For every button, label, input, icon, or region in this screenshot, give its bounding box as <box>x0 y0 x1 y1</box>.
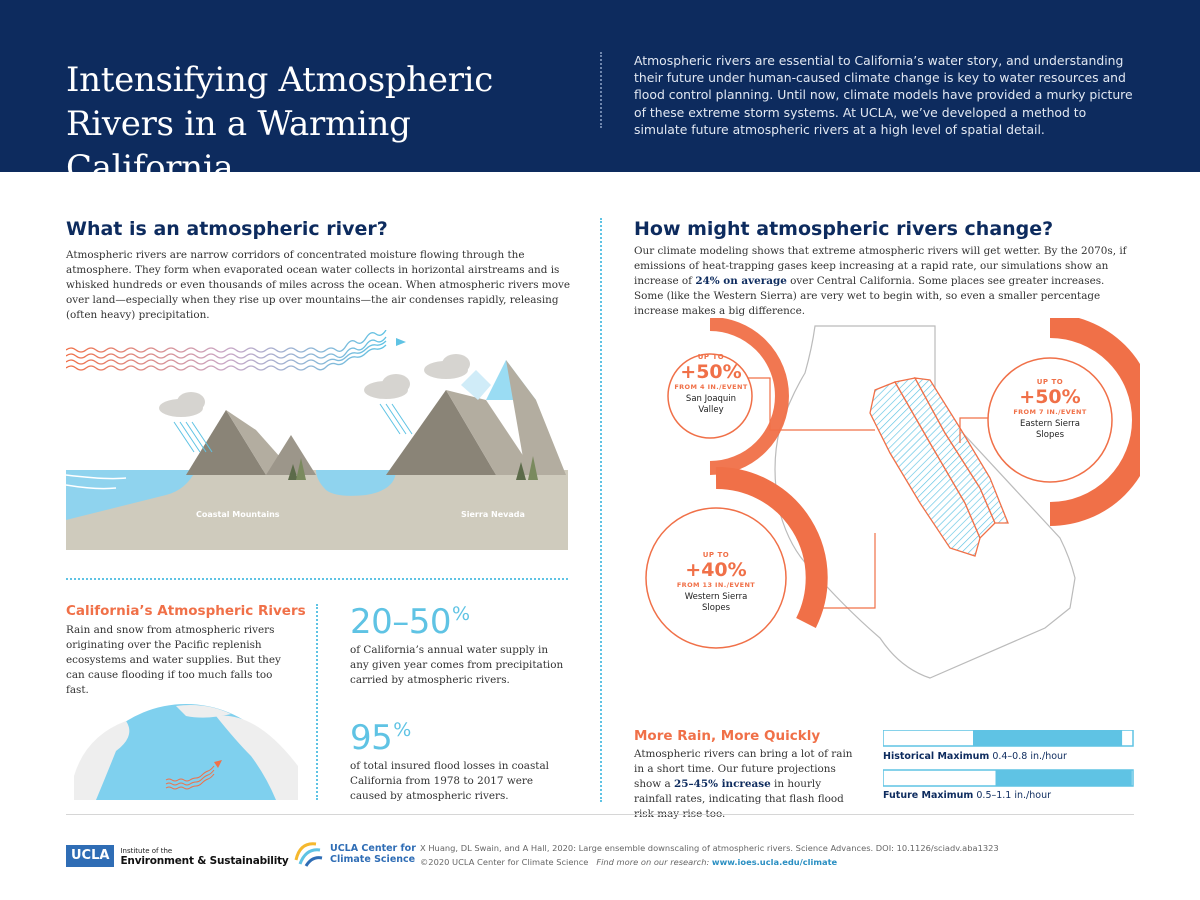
future-bar-fill <box>996 770 1132 786</box>
river-waves <box>66 330 386 370</box>
ioes-logo[interactable] <box>66 845 289 867</box>
stat-flood-losses-text: of total insured flood losses in coastal California from 1978 to 2017 were caused by atmospheric rivers. <box>350 760 549 802</box>
stat-water-supply: 20–50% <box>350 602 470 642</box>
future-max-label: Future Maximum 0.5–1.1 in./hour <box>883 790 1052 801</box>
footer-rule <box>66 814 1134 815</box>
ioes-line-2: Environment & Sustainability <box>120 855 289 867</box>
copyright-line: ©2020 UCLA Center for Climate Science Find more on our research: www.ioes.ucla.edu/climate <box>420 857 838 867</box>
ucla-wordmark: UCLA <box>66 845 114 867</box>
coastal-mountains-label: Coastal Mountains <box>196 510 280 519</box>
stats-divider <box>316 604 318 800</box>
historical-max-label: Historical Maximum 0.4–0.8 in./hour <box>883 751 1067 762</box>
region-san-joaquin: UP TO +50% FROM 4 IN./EVENT San Joaquin Valley <box>674 353 748 415</box>
ccs-logo[interactable] <box>292 838 416 870</box>
change-body: Our climate modeling shows that extreme atmospheric rivers will get wetter. By the 2070s, if emissions of heat-trapping gases keep increasing at a rapid rate, our simulations show an increase of 24% on average over Central California. Some places see greater increases. Some (like the Western Sierra) are very wet to begin with, so even a smaller percentage increase makes a big difference. <box>634 245 1127 317</box>
header-banner <box>0 0 1200 188</box>
ccs-line-1: UCLA Center for <box>330 843 416 854</box>
ccs-swirl-icon <box>292 838 326 870</box>
what-is-body: Atmospheric rivers are narrow corridors of concentrated moisture flowing through the atmosphere. They form when evaporated ocean water collects in horizontal airstreams and is whisked hundreds or even thousands of miles across the ocean. When atmospheric rivers move over land—especially when they rise up over mountains—the air condenses rapidly, releasing (often heavy) precipitation. <box>66 249 570 321</box>
change-heading: How might atmospheric rivers change? <box>634 218 1054 240</box>
what-is-heading: What is an atmospheric river? <box>66 218 388 240</box>
header-intro: Atmospheric rivers are essential to California’s water story, and understanding their future under human-caused climate change is key to water resources and flood control planning. Until now, climate models have provided a murky picture of these extreme storm systems. At UCLA, we’ve developed a method to simulate future atmospheric rivers at a high level of spatial detail. <box>634 53 1133 137</box>
page-title: Intensifying Atmospheric Rivers in a Warming California <box>66 60 493 188</box>
header-divider <box>600 52 602 128</box>
more-rain-body: Atmospheric rivers can bring a lot of rain in a short time. Our future projections show a 25–45% increase in hourly rainfall rates, indicating that flash flood risk may rise too. <box>634 748 853 820</box>
left-divider <box>66 578 568 580</box>
ca-ars-body: Rain and snow from atmospheric rivers originating over the Pacific replenish ecosystems and water supplies. But they can cause flooding if too much falls too fast. <box>66 624 281 696</box>
ca-ars-heading: California’s Atmospheric Rivers <box>66 603 306 619</box>
more-rain-heading: More Rain, More Quickly <box>634 728 821 744</box>
center-divider <box>600 218 602 802</box>
citation: X Huang, DL Swain, and A Hall, 2020: Large ensemble downscaling of atmospheric rivers. Science Advances. DOI: 10.1126/sciadv.aba1323 <box>420 843 999 853</box>
atmospheric-river-illustration <box>66 330 568 550</box>
stat-water-supply-text: of California’s annual water supply in any given year comes from precipitation carried by atmospheric rivers. <box>350 644 564 686</box>
sierra-nevada-label: Sierra Nevada <box>461 510 525 519</box>
ioes-line-1: Institute of the <box>120 847 173 855</box>
stat-flood-losses: 95% <box>350 718 411 758</box>
historical-bar-fill <box>973 730 1122 746</box>
region-eastern-sierra: UP TO +50% FROM 7 IN./EVENT Eastern Sierra Slopes <box>1013 378 1087 440</box>
globe-illustration <box>66 696 306 800</box>
region-western-sierra: UP TO +40% FROM 13 IN./EVENT Western Sierra Slopes <box>676 551 756 613</box>
research-link[interactable]: www.ioes.ucla.edu/climate <box>711 857 838 867</box>
ccs-line-2: Climate Science <box>330 854 416 865</box>
